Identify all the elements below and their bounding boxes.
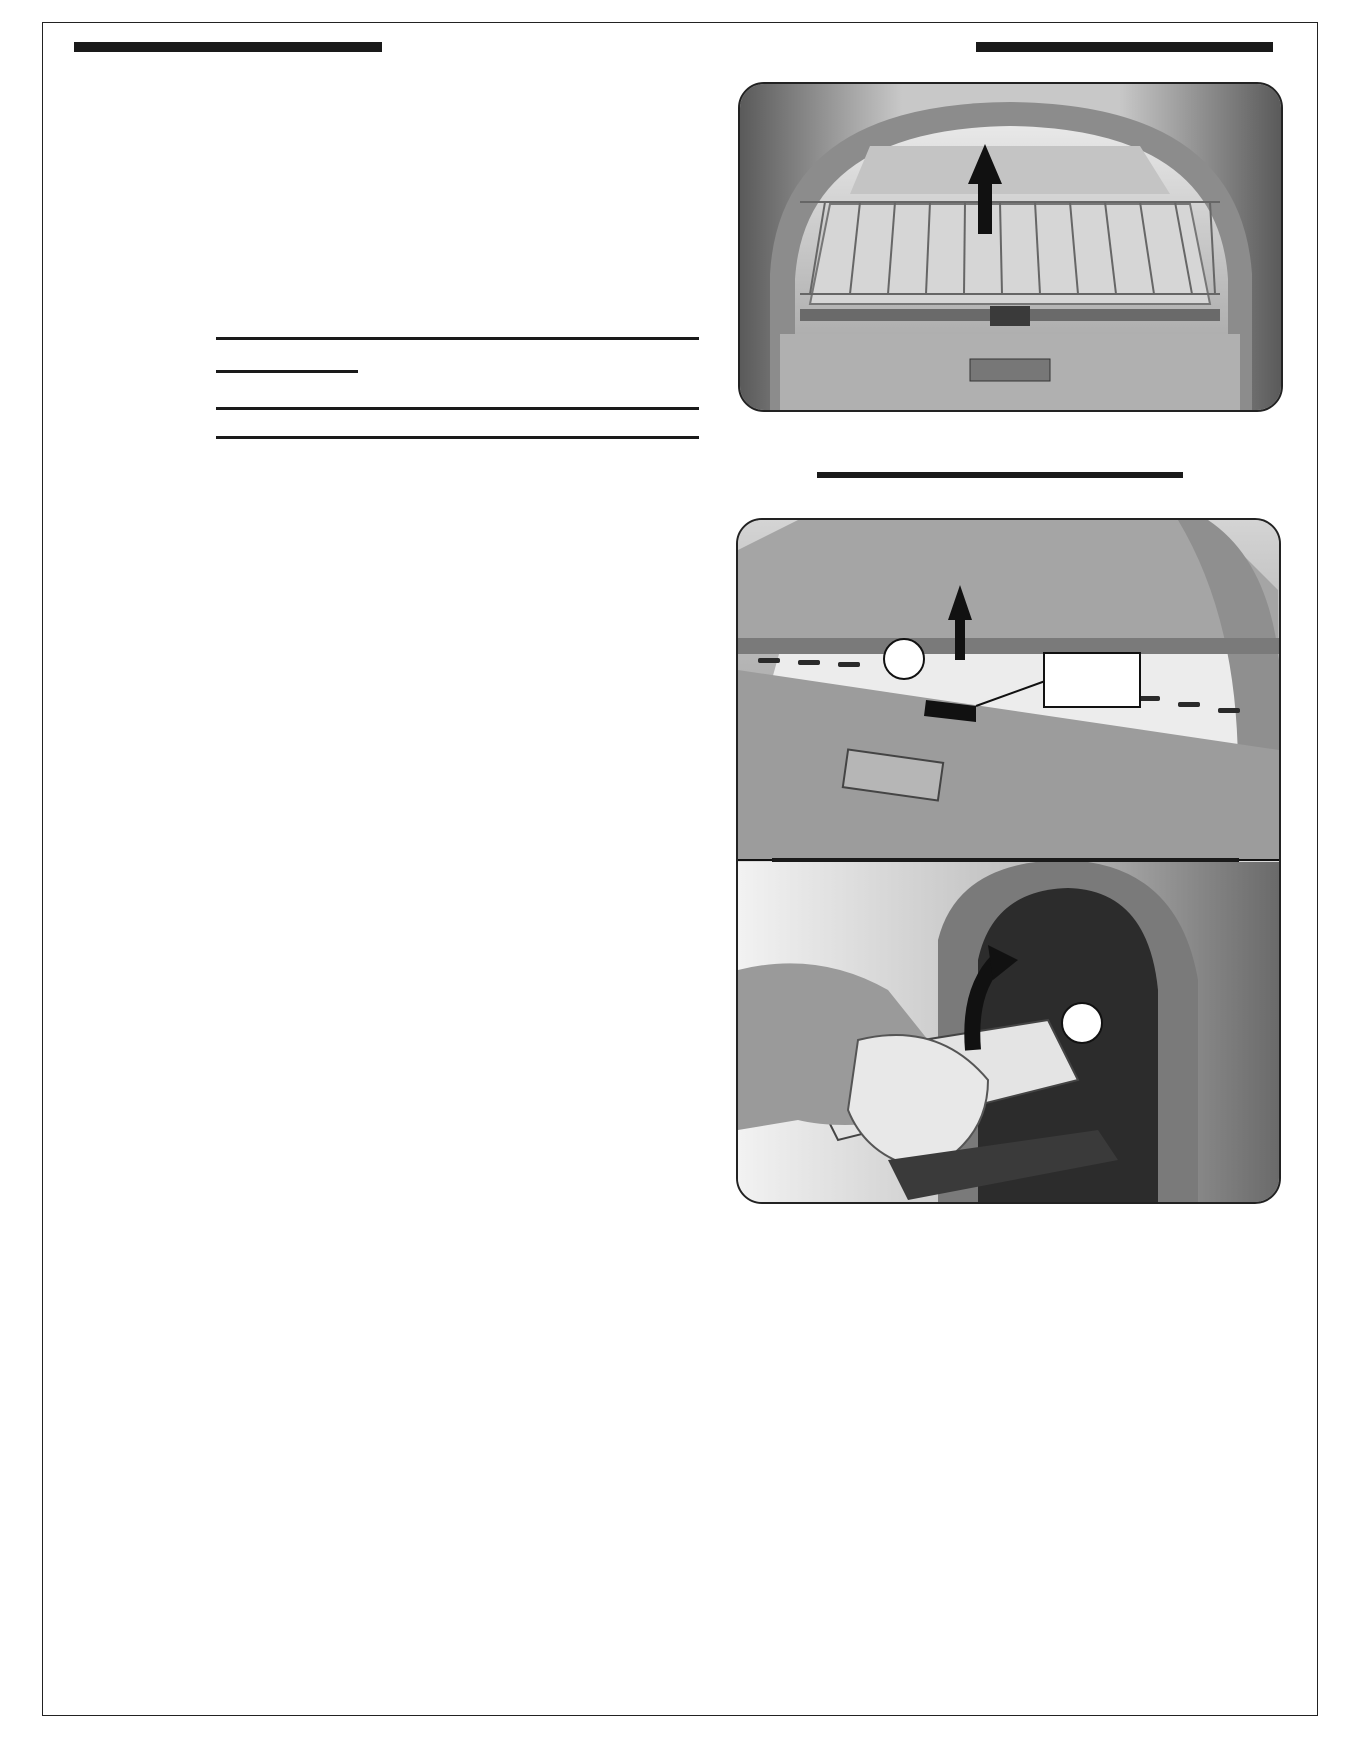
callout-label-box bbox=[1043, 652, 1141, 708]
callout-marker-b bbox=[1061, 1002, 1103, 1044]
callout-marker-a bbox=[883, 638, 925, 680]
figure-caption-rule bbox=[817, 472, 1183, 478]
figure-divider-rule bbox=[772, 858, 1239, 862]
figure-oven-rack-photo bbox=[738, 82, 1283, 412]
text-rule-2 bbox=[216, 407, 699, 410]
text-rule-3 bbox=[216, 436, 699, 439]
header-bar-right bbox=[976, 42, 1273, 52]
text-rule-short bbox=[216, 370, 358, 373]
text-rule-1 bbox=[216, 337, 699, 340]
header-bar-left bbox=[74, 42, 382, 52]
